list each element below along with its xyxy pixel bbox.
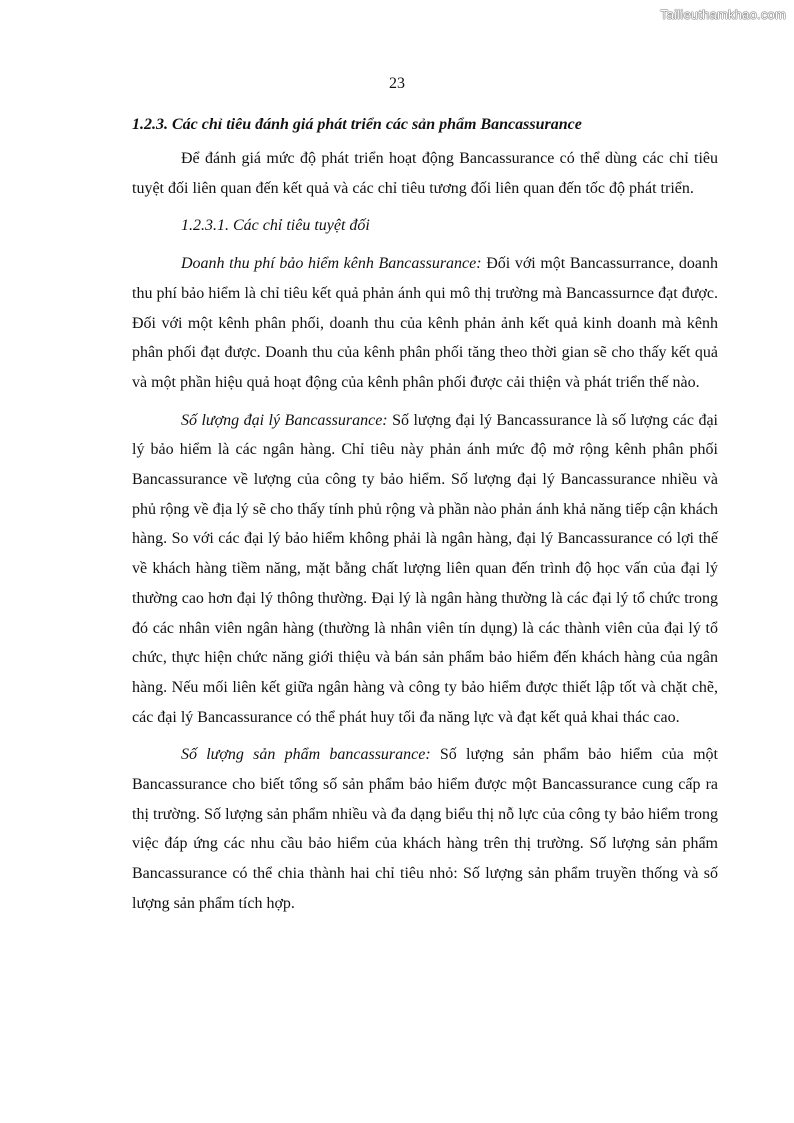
document-body [132, 114, 718, 919]
page-number: 23 [389, 75, 405, 92]
paragraph-lead: Số lượng sản phẩm bancassurance: [181, 746, 431, 764]
paragraph-text: Số lượng sản phẩm bảo hiểm của một Bancassurance cho biết tổng số sản phẩm bảo hiểm được một Bancassurance cung cấp ra thị trường. Số lượng sản phẩm nhiều và đa dạng biểu thị nỗ lực của công ty bảo hiểm trong việc đáp ứng các nhu cầu bảo hiểm của khách hàng trên thị trường. Số lượng sản phẩm Bancassurance có thể chia thành hai chỉ tiêu nhỏ: Số lượng sản phẩm truyền thống và số lượng sản phẩm tích hợp. [132, 746, 718, 912]
paragraph-products [132, 740, 718, 918]
subsection-heading: 1.2.3.1. Các chỉ tiêu tuyệt đối [181, 217, 370, 235]
intro-paragraph: Để đánh giá mức độ phát triển hoạt động Bancassurance có thể dùng các chỉ tiêu tuyệt đối liên quan đến kết quả và các chỉ tiêu tương đối liên quan đến tốc độ phát triển. [132, 150, 718, 197]
paragraph-revenue [132, 249, 718, 398]
paragraph-lead: Số lượng đại lý Bancassurance: [181, 411, 388, 429]
paragraph-agents [132, 406, 718, 733]
watermark: Tailieuthamkhao.com [660, 7, 786, 22]
paragraph-text: Số lượng đại lý Bancassurance là số lượng các đại lý bảo hiểm là các ngân hàng. Chỉ tiêu này phản ánh mức độ mở rộng kênh phân phối Bancassurance về lượng của công ty bảo hiểm. Số lượng đại lý Bancassurance nhiều và phủ rộng về địa lý sẽ cho thấy tính phủ rộng và phần nào phản ánh khả năng tiếp cận khách hàng. So với các đại lý bảo hiểm không phải là ngân hàng, đại lý Bancassurance có lợi thế về khách hàng tiềm năng, mặt bằng chất lượng liên quan đến trình độ học vấn của đại lý thường cao hơn đại lý thông thường. Đại lý là ngân hàng thường là các đại lý tổ chức trong đó các nhân viên ngân hàng (thường là nhân viên tín dụng) là các thành viên của đại lý tổ chức, thực hiện chức năng giới thiệu và bán sản phẩm bảo hiểm đến khách hàng của ngân hàng. Nếu mối liên kết giữa ngân hàng và công ty bảo hiểm được thiết lập tốt và chặt chẽ, các đại lý Bancassurance có thể phát huy tối đa năng lực và đạt kết quả khai thác cao. [132, 411, 718, 726]
paragraph-text: Đối với một Bancassurrance, doanh thu phí bảo hiểm là chỉ tiêu kết quả phản ánh qui mô thị trường mà Bancassurnce đạt được. Đối với một kênh phân phối, doanh thu của kênh phản ảnh kết quả kinh doanh mà kênh phân phối đạt được. Doanh thu của kênh phân phối tăng theo thời gian sẽ cho thấy kết quả và một phần hiệu quả hoạt động của kênh phân phối được cải thiện và phát triển thế nào. [132, 255, 718, 391]
section-heading: 1.2.3. Các chỉ tiêu đánh giá phát triển các sản phẩm Bancassurance [132, 116, 582, 133]
paragraph-lead: Doanh thu phí bảo hiểm kênh Bancassurance: [181, 255, 482, 273]
